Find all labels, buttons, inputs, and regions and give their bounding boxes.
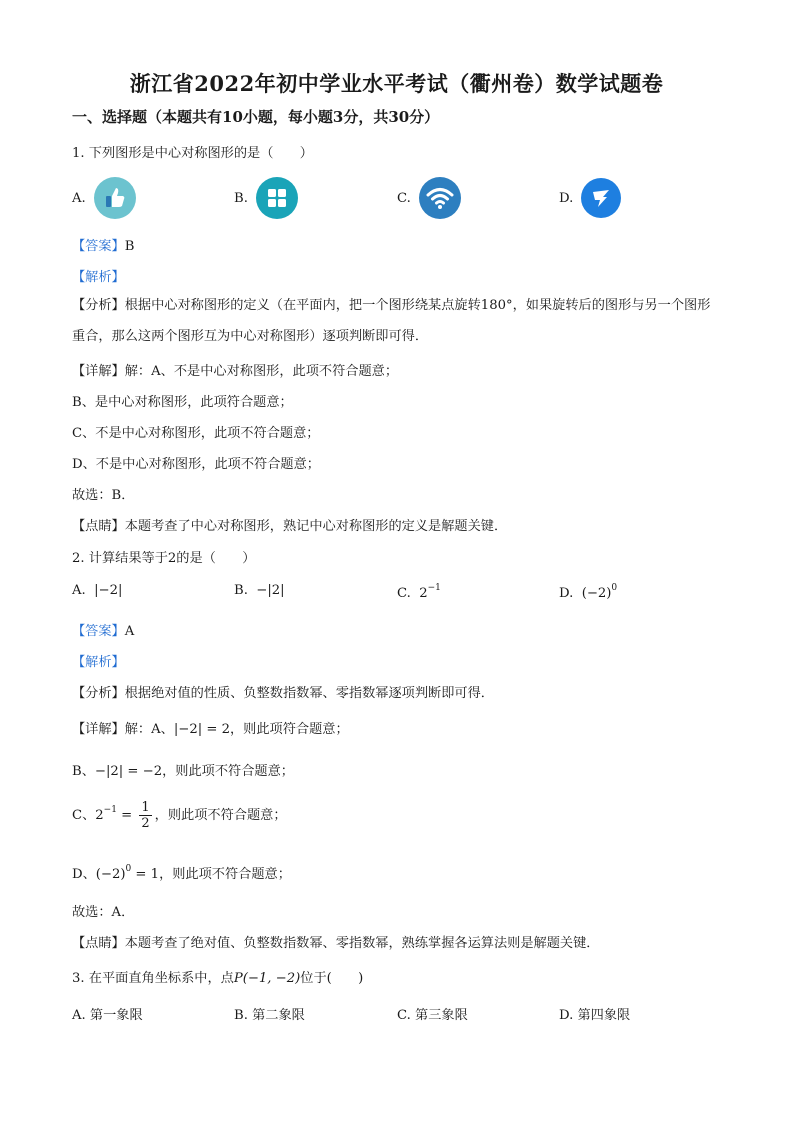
q1-detail-d: D、不是中心对称图形，此项不符合题意； [72,457,320,472]
q2-detail-d-post: ，则此项不符合题意； [159,867,291,882]
q2-detail-label: 【详解】 [72,722,125,737]
q2-answer-value: A [124,624,135,639]
wifi-icon [419,177,461,219]
q1-detail-a-text: 解：A、不是中心对称图形，此项不符合题意； [124,364,399,379]
q1-fenxi [72,290,722,352]
q2-detail-a-pre: 解：A、 [124,722,174,737]
q2-detail-c-den: 2 [141,816,150,831]
q1-answer [72,235,134,254]
q2-detail-d-pre: D、 [72,867,96,882]
q1-option-c-label: C. [397,190,411,206]
q2-stem: 2. 计算结果等于2的是（ ） [72,551,256,566]
thumbs-up-icon [94,177,136,219]
q2-option-d [559,583,617,601]
q2-option-c-label: C. [397,586,411,601]
q1-comment [72,515,507,534]
q2-detail-d-eq: = 1 [131,867,160,882]
q2-detail-d-base: (−2) [95,867,126,882]
q1-option-d-label: D. [559,190,574,206]
q2-choose: 故选：A． [72,905,135,920]
q2-fenxi-label: 【分析】 [72,686,125,701]
q2-detail-c-pre: C、 [72,808,96,823]
q2-answer-label: 【答案】 [72,624,125,639]
q1-option-c [397,175,461,221]
q1-detail-a [72,360,398,379]
q2-option-c-base: 2 [419,586,428,601]
q1-detail-b: B、是中心对称图形，此项符合题意； [72,395,293,410]
q3-option-d: D. 第四象限 [559,1008,631,1023]
q2-analysis-label: 【解析】 [72,655,125,670]
section-heading: 一、选择题（本题共有10小题，每小题3分，共30分） [72,108,440,126]
q2-option-b [234,583,285,598]
q3-stem-post: 位于( ) [300,971,364,986]
page-title: 浙江省2022年初中学业水平考试（衢州卷）数学试题卷 [129,71,664,96]
q1-answer-value: B [124,239,135,254]
q1-answer-label: 【答案】 [72,239,125,254]
q3-stem-math: P(−1, −2) [233,971,301,986]
q2-option-d-base: (−2) [581,586,612,601]
q1-options [72,175,712,221]
q2-option-d-exp: 0 [611,583,618,593]
q2-option-c [397,583,441,601]
q2-detail-a [72,718,349,737]
q1-option-b-label: B. [234,190,248,206]
q2-comment-text: 本题考查了绝对值、负整数指数幂、零指数幂，熟练掌握各运算法则是解题关键． [124,936,600,951]
q2-option-b-math: −|2| [256,583,285,598]
q2-option-c-exp: −1 [427,583,441,593]
q2-detail-c-post: ，则此项不符合题意； [154,808,287,823]
q2-option-a [72,583,122,598]
q1-option-a-label: A. [72,190,86,206]
q2-comment-label: 【点睛】 [72,936,125,951]
q1-stem: 1. 下列图形是中心对称图形的是（ ） [72,146,313,161]
q3-option-a: A. 第一象限 [72,1008,143,1023]
q2-detail-b [72,760,294,779]
q2-detail-c-fraction [139,800,151,831]
q2-detail-a-math: |−2| = 2 [173,722,230,737]
q1-choose: 故选：B． [72,488,135,503]
q1-fenxi-text: 根据中心对称图形的定义（在平面内，把一个图形绕某点旋转180°，如果旋转后的图形与另一个图形重合，那么这两个图形互为中心对称图形）逐项判断即可得． [72,298,711,344]
dingtalk-icon [581,178,621,218]
q2-detail-c-base: 2 [95,808,104,823]
q2-detail-a-post: ，则此项符合题意； [230,722,349,737]
windows-grid-icon [256,177,298,219]
q2-detail-b-math: −|2| = −2 [94,764,163,779]
q3-stem [72,967,363,986]
q2-detail-c-exp: −1 [103,805,117,815]
q2-detail-b-post: ，则此项不符合题意； [162,764,294,779]
q3-option-c: C. 第三象限 [397,1008,468,1023]
q2-option-a-math: |−2| [94,583,123,598]
q3-stem-pre: 3. 在平面直角坐标系中，点 [72,971,234,986]
q2-detail-c [72,800,287,831]
q2-option-b-label: B. [234,583,248,598]
q1-option-b [234,175,298,221]
q2-detail-c-eq: = [116,808,137,823]
q1-comment-label: 【点睛】 [72,519,125,534]
q2-detail-b-pre: B、 [72,764,95,779]
q2-option-d-label: D. [559,586,574,601]
q2-fenxi-text: 根据绝对值的性质、负整数指数幂、零指数幂逐项判断即可得． [124,686,494,701]
q2-fenxi [72,682,494,701]
q1-analysis-label: 【解析】 [72,270,125,285]
q2-detail-d [72,863,291,882]
q2-answer [72,620,134,639]
q1-detail-label: 【详解】 [72,364,125,379]
q3-option-b: B. 第二象限 [234,1008,305,1023]
q1-option-d [559,175,621,221]
q2-detail-d-exp: 0 [125,864,132,874]
q1-fenxi-label: 【分析】 [72,298,125,313]
q2-comment [72,932,600,951]
q2-option-a-label: A. [72,583,86,598]
q1-option-a [72,175,136,221]
q1-detail-c: C、不是中心对称图形，此项不符合题意； [72,426,320,441]
q2-detail-c-num: 1 [141,800,150,815]
q1-comment-text: 本题考查了中心对称图形，熟记中心对称图形的定义是解题关键． [124,519,508,534]
